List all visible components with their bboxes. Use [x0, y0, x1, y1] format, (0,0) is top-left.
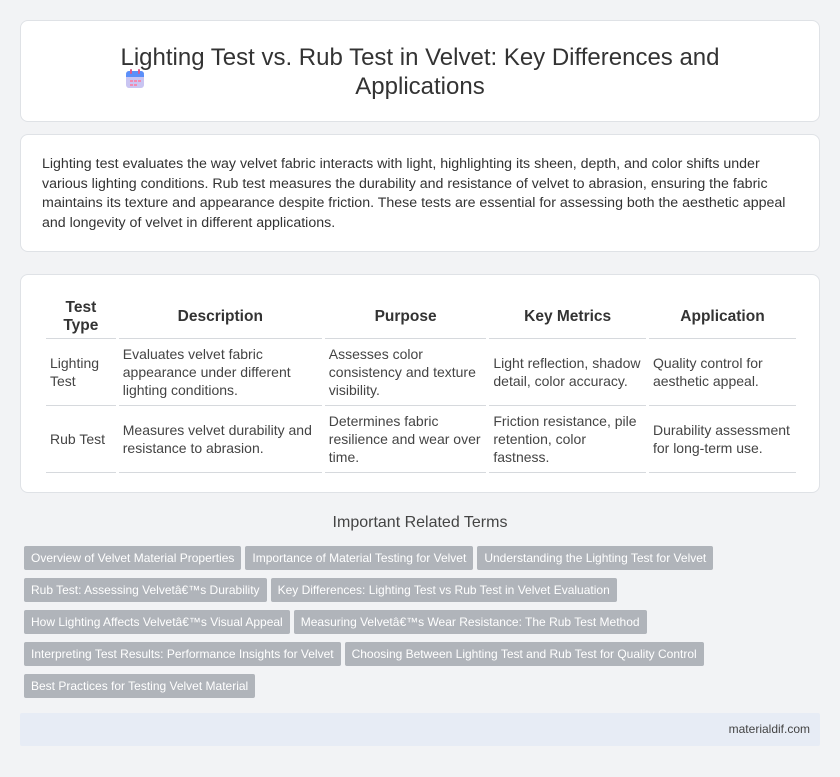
table-cell: Lighting Test — [46, 339, 116, 406]
table-cell: Evaluates velvet fabric appearance under different lighting conditions. — [119, 339, 322, 406]
tag-row — [24, 674, 820, 706]
related-term-tag[interactable]: Understanding the Lighting Test for Velvet — [477, 546, 713, 570]
comparison-table-card — [20, 274, 820, 493]
related-terms-title: Important Related Terms — [332, 514, 508, 531]
table-cell: Assesses color consistency and texture visibility. — [325, 339, 487, 406]
tag-row — [24, 546, 820, 578]
table-cell: Determines fabric resilience and wear over time. — [325, 406, 487, 473]
header-key-metrics: Key Metrics — [489, 296, 646, 339]
table-header-row — [46, 296, 796, 339]
related-term-tag[interactable]: Rub Test: Assessing Velvetâ€™s Durability — [24, 578, 267, 602]
related-term-tag[interactable]: Measuring Velvetâ€™s Wear Resistance: The Rub Test Method — [294, 610, 647, 634]
related-term-tag[interactable]: Interpreting Test Results: Performance Insights for Velvet — [24, 642, 341, 666]
tag-row — [24, 642, 820, 674]
related-term-tag[interactable]: Overview of Velvet Material Properties — [24, 546, 241, 570]
related-terms-list — [24, 546, 820, 706]
tag-row — [24, 610, 820, 642]
related-term-tag[interactable]: Choosing Between Lighting Test and Rub Test for Quality Control — [345, 642, 704, 666]
title-card — [20, 20, 820, 122]
table-row — [46, 406, 796, 473]
related-term-tag[interactable]: Importance of Material Testing for Velvet — [245, 546, 473, 570]
footer-site-link[interactable]: materialdif.com — [728, 722, 810, 736]
related-term-tag[interactable]: Key Differences: Lighting Test vs Rub Test in Velvet Evaluation — [271, 578, 617, 602]
table-cell: Measures velvet durability and resistance to abrasion. — [119, 406, 322, 473]
related-term-tag[interactable]: How Lighting Affects Velvetâ€™s Visual Appeal — [24, 610, 290, 634]
header-description: Description — [119, 296, 322, 339]
table-cell: Quality control for aesthetic appeal. — [649, 339, 796, 406]
table-row — [46, 339, 796, 406]
footer — [20, 713, 820, 746]
intro-card — [20, 134, 820, 252]
tag-row — [24, 578, 820, 610]
related-term-tag[interactable]: Best Practices for Testing Velvet Material — [24, 674, 255, 698]
intro-paragraph: Lighting test evaluates the way velvet fabric interacts with light, highlighting its sheen, depth, and color shifts under various lighting conditions. Rub test measures the durability and resistance of velvet to abrasion, ensuring the fabric maintains its texture and appearance despite friction. These tests are essential for assessing both the aesthetic appeal and longevity of velvet in different applications. — [42, 156, 786, 231]
header-test-type: Test Type — [46, 296, 116, 339]
table-cell: Light reflection, shadow detail, color accuracy. — [489, 339, 646, 406]
page-title: Lighting Test vs. Rub Test in Velvet: Key Differences and Applications — [120, 44, 720, 100]
table-cell: Durability assessment for long-term use. — [649, 406, 796, 473]
table-cell: Friction resistance, pile retention, color fastness. — [489, 406, 646, 473]
header-application: Application — [649, 296, 796, 339]
comparison-table — [43, 296, 799, 473]
header-purpose: Purpose — [325, 296, 487, 339]
table-cell: Rub Test — [46, 406, 116, 473]
